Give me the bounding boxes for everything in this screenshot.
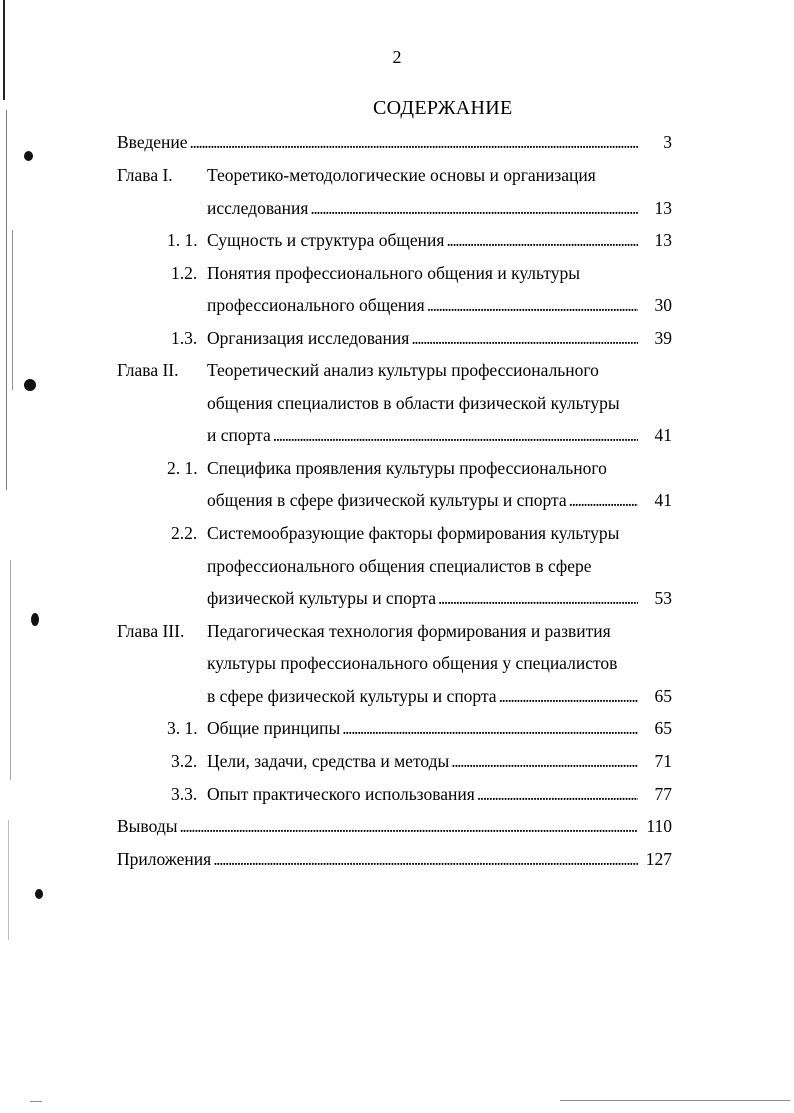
- toc-page-number: 39: [654, 328, 672, 348]
- binding-hole-mark: [24, 379, 36, 391]
- toc-entry-3-1: [207, 718, 672, 738]
- toc-page-number: 110: [646, 816, 672, 836]
- scan-edge-line: [560, 1100, 790, 1101]
- section-label: 2.2.: [171, 523, 198, 543]
- toc-entry-text: Организация исследования: [207, 328, 410, 348]
- scan-edge-line: [8, 820, 9, 940]
- toc-entry-2-1: [207, 490, 672, 510]
- toc-page-number: 41: [654, 490, 672, 510]
- binding-hole-mark: [24, 151, 33, 161]
- toc-entry-text: физической культуры и спорта: [207, 588, 436, 608]
- leader-dots: [411, 328, 638, 348]
- toc-entry-appendix: [117, 849, 672, 869]
- section-label: 3. 1.: [167, 718, 198, 738]
- scan-edge-line: [12, 230, 13, 390]
- toc-page-number: 41: [654, 425, 672, 445]
- toc-entry-line: Понятия профессионального общения и культуры: [207, 263, 581, 283]
- chapter-label: Глава III.: [117, 621, 185, 641]
- leader-dots: [273, 425, 638, 445]
- leader-dots: [190, 132, 638, 152]
- toc-entry-3-2: [207, 751, 672, 771]
- toc-page-number: 77: [654, 784, 672, 804]
- scan-edge-line: [10, 560, 11, 780]
- toc-entry-text: Выводы: [117, 816, 178, 836]
- toc-page-number: 71: [654, 751, 672, 771]
- toc-entry-line: культуры профессионального общения у специалистов: [207, 653, 618, 673]
- toc-entry-chapter-3: [207, 686, 672, 706]
- toc-entry-1-3: [207, 328, 672, 348]
- toc-entry-chapter-2: [207, 425, 672, 445]
- toc-entry-3-3: [207, 784, 672, 804]
- leader-dots: [342, 718, 638, 738]
- section-label: 3.2.: [171, 751, 198, 771]
- toc-entry-line: профессионального общения специалистов в сфере: [207, 556, 592, 576]
- leader-dots: [499, 686, 638, 706]
- toc-entry-line: Теоретический анализ культуры профессионального: [207, 360, 599, 380]
- toc-entry-text: Цели, задачи, средства и методы: [207, 751, 450, 771]
- scan-edge-line: [3, 0, 5, 100]
- binding-hole-mark: [35, 889, 43, 899]
- toc-entry-1-1: [207, 230, 672, 250]
- toc-page-number: 53: [654, 588, 672, 608]
- leader-dots: [310, 198, 638, 218]
- toc-entry-chapter-1: [207, 198, 672, 218]
- leader-dots: [438, 588, 638, 608]
- toc-entry-line: Специфика проявления культуры профессионального: [207, 458, 607, 478]
- toc-entry-line: общения специалистов в области физической культуры: [207, 393, 620, 413]
- leader-dots: [179, 816, 638, 836]
- toc-entry-text: и спорта: [207, 425, 271, 445]
- toc-entry-2-2: [207, 588, 672, 608]
- toc-entry-text: Опыт практического использования: [207, 784, 475, 804]
- toc-entry-text: Общие принципы: [207, 718, 341, 738]
- toc-page-number: 13: [654, 230, 672, 250]
- toc-entry-text: профессионального общения: [207, 295, 425, 315]
- toc-entry-line: Системообразующие факторы формирования культуры: [207, 523, 620, 543]
- page-number: 2: [392, 47, 402, 67]
- section-label: 1. 1.: [167, 230, 198, 250]
- toc-title: СОДЕРЖАНИЕ: [373, 97, 513, 119]
- leader-dots: [446, 230, 638, 250]
- toc-page-number: 3: [663, 132, 672, 152]
- toc-page-number: 127: [645, 849, 672, 869]
- toc-entry-text: общения в сфере физической культуры и спорта: [207, 490, 567, 510]
- section-label: 2. 1.: [167, 458, 198, 478]
- chapter-label: Глава II.: [117, 360, 179, 380]
- toc-entry-text: Введение: [117, 132, 188, 152]
- toc-entry-text: Приложения: [117, 849, 212, 869]
- toc-page-number: 13: [654, 198, 672, 218]
- section-label: 3.3.: [171, 784, 198, 804]
- toc-entry-1-2: [207, 295, 672, 315]
- leader-dots: [569, 490, 638, 510]
- toc-entry-line: Теоретико-методологические основы и организация: [207, 165, 596, 185]
- leader-dots: [427, 295, 638, 315]
- chapter-label: Глава I.: [117, 165, 173, 185]
- section-label: 1.3.: [171, 328, 198, 348]
- toc-page-number: 30: [654, 295, 672, 315]
- leader-dots: [451, 751, 638, 771]
- binding-hole-mark: [31, 613, 39, 626]
- toc-entry-line: Педагогическая технология формирования и развития: [207, 621, 611, 641]
- toc-entry-text: Сущность и структура общения: [207, 230, 445, 250]
- toc-entry-intro: [117, 132, 672, 152]
- toc-entry-text: исследования: [207, 198, 309, 218]
- toc-page-number: 65: [654, 686, 672, 706]
- leader-dots: [477, 784, 638, 804]
- toc-entry-conclusions: [117, 816, 672, 836]
- leader-dots: [213, 849, 638, 869]
- section-label: 1.2.: [171, 263, 198, 283]
- toc-entry-text: в сфере физической культуры и спорта: [207, 686, 497, 706]
- scan-edge-line: [6, 110, 7, 490]
- scan-edge-line: [30, 1101, 42, 1102]
- toc-page-number: 65: [654, 718, 672, 738]
